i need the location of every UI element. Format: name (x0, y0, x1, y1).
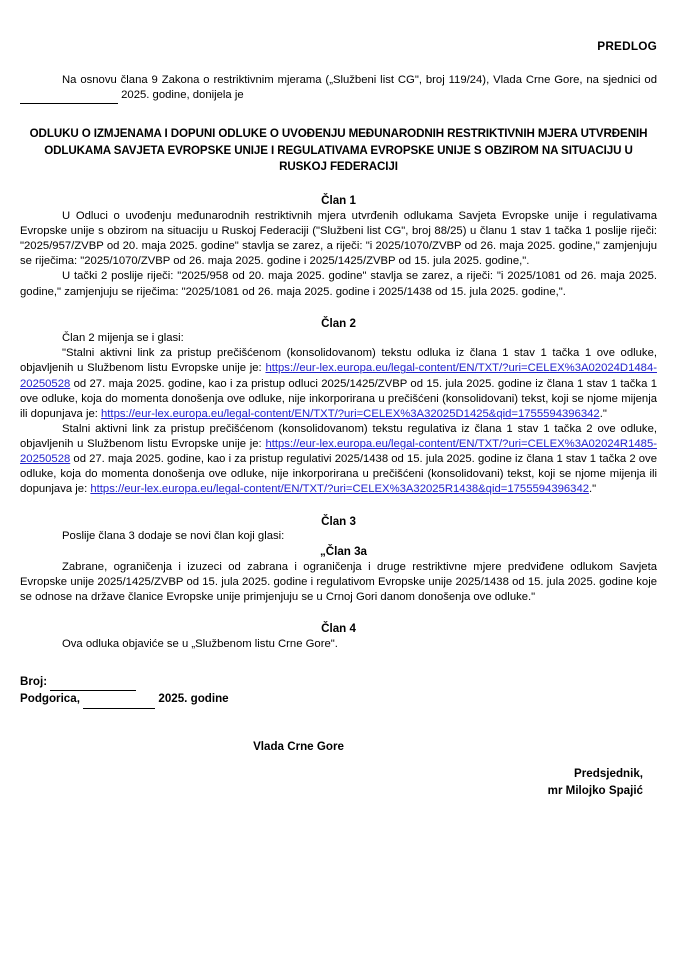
article-2-paragraph-2 (20, 422, 657, 498)
article-1-heading: Član 1 (321, 194, 356, 208)
preamble-paragraph (20, 73, 657, 104)
article-2-p2-seg2: od 27. maja 2025. godine, kao i za pristup regulativi 2025/1438 od 15. jula 2025. godine iz člana 1 stav 1 tačka 2 ove odluke, koja do momenta donošenja ove odluke, nije inkorporirana u prečišćeni (konsolidovani) tekst, koji se njome mijenja ili dopunjava je: (20, 453, 657, 496)
article-4-body: Ova odluka objaviće se u „Službenom listu Crne Gore". (62, 637, 338, 650)
article-4-heading: Član 4 (321, 622, 356, 636)
date-blank-line (20, 88, 118, 104)
article-2-p2-seg3: ." (589, 483, 597, 496)
eurlex-link-regulation-2025-1438[interactable]: https://eur-lex.europa.eu/legal-content/EN/TXT/?uri=CELEX%3A32025R1438&qid=1755594396342 (90, 483, 590, 496)
eurlex-link-consolidated-regulation[interactable]: https://eur-lex.europa.eu/legal-content/EN/TXT/?uri=CELEX%3A02024R1485-20250528 (20, 438, 657, 466)
preamble-text-after: 2025. godine, donijela je (121, 88, 244, 101)
signer-name: mr Milojko Spajić (547, 783, 643, 797)
article-2-heading: Član 2 (321, 316, 356, 330)
preamble-text-before: Na osnovu člana 9 Zakona o restriktivnim mjerama („Službeni list CG", broj 119/24), Vlada Crne Gore, na sjednici od (62, 73, 657, 86)
article-2-p1-seg1: "Stalni aktivni link za pristup prečišćenom (konsolidovanom) tekstu odluka iz člana 1 stav 1 tačka 1 ove odluke, objavljenih u Službenom listu Evropske unije je: (20, 347, 657, 375)
footer-broj-label: Broj: (20, 674, 48, 688)
article-3a-body: Zabrane, ograničenja i izuzeci od zabrana i ograničenja i druge restriktivne mjere predviđene odlukom Savjeta Evropske unije 2025/1425/ZVBP od 15. jula 2025. godine i regulativom Evropske unije 2025/1438 od 15. jula 2025. godine koje se odnose na države članice Evropske unije primjenjuju se u Crnoj Gori danom donošenja ove odluke." (20, 560, 657, 604)
page-title: ODLUKU O IZMJENAMA I DOPUNI ODLUKE O UVOĐENJU MEĐUNARODNIH RESTRIKTIVNIH MJERA UTVRĐENIH ODLUKAMA SAVJETA EVROPSKE UNIJE I REGULATIVAMA EVROPSKE UNIJE S OBZIROM NA SITUACIJU U RUSKOJ FEDERACIJI (29, 127, 648, 173)
article-1-paragraph-2: U tački 2 poslije riječi: "2025/958 od 20. maja 2025. godine" stavlja se zarez, a riječi: "i 2025/1081 od 26. maja 2025. godine," zamjenjuju se riječima: "2025/1081 od 26. maja 2025. godine i 2025/1438 od 15. jula 2025. godine,". (20, 270, 657, 298)
article-2-p2-seg1: Stalni aktivni link za pristup prečišćenom (konsolidovanom) tekstu regulativa iz člana 1 stav 1 tačka 2 ove odluke, objavljenih u Službenom listu Evropske unije je: (20, 422, 657, 451)
footer-broj-row (20, 674, 657, 691)
government-name: Vlada Crne Gore (253, 739, 344, 753)
footer-podgorica-row (20, 691, 657, 708)
article-2-p1-seg3: ." (599, 407, 607, 420)
eurlex-link-decision-2025-1425[interactable]: https://eur-lex.europa.eu/legal-content/EN/TXT/?uri=CELEX%3A32025D1425&qid=1755594396342 (101, 407, 600, 420)
signature-block (20, 766, 657, 799)
footer-podgorica-suffix: 2025. godine (158, 692, 229, 706)
document-label-predlog: PREDLOG (597, 39, 657, 53)
podgorica-date-blank-line (83, 691, 155, 708)
eurlex-link-consolidated-decision[interactable]: https://eur-lex.europa.eu/legal-content/EN/TXT/?uri=CELEX%3A02024D1484-20250528 (20, 362, 657, 390)
article-2-intro: Član 2 mijenja se i glasi: (62, 332, 184, 345)
article-2-paragraph-1 (20, 346, 657, 422)
article-3a-heading: „Član 3a (319, 545, 368, 559)
signer-title: Predsjednik, (574, 767, 643, 781)
article-3-heading: Član 3 (321, 514, 356, 528)
broj-blank-line (50, 674, 136, 691)
article-1-paragraph-1: U Odluci o uvođenju međunarodnih restriktivnih mjera utvrđenih odlukama Savjeta Evropske unije i regulativama Evropske unije s obzirom na situaciju u Ruskoj Federaciji ("Službeni list CG", broj 88/25) u članu 1 stav 1 tačka 1 poslije riječi: "2025/957/ZVBP od 20. maja 2025. godine" stavlja se zarez, a riječi: "i 2025/1070/ZVBP od 26. maja 2025. godine," zamjenjuju se riječima: "2025/1070/ZVBP od 26. maja 2025. godine i 2025/1425/ZVBP od 15. jula 2025. godine,". (20, 209, 657, 268)
article-2-p1-seg2: od 27. maja 2025. godine, kao i za pristup odluci 2025/1425/ZVBP od 15. jula 2025. godine iz člana 1 stav 1 tačka 1 ove odluke, koja do momenta donošenja ove odluke, nije inkorporirana u prečišćeni (konsolidovani) tekst, koji se njome mijenja ili dopunjava je: (20, 377, 657, 420)
article-3-intro: Poslije člana 3 dodaje se novi član koji glasi: (62, 530, 285, 543)
footer-reference-block (20, 674, 657, 709)
footer-podgorica-label: Podgorica, (20, 692, 80, 706)
